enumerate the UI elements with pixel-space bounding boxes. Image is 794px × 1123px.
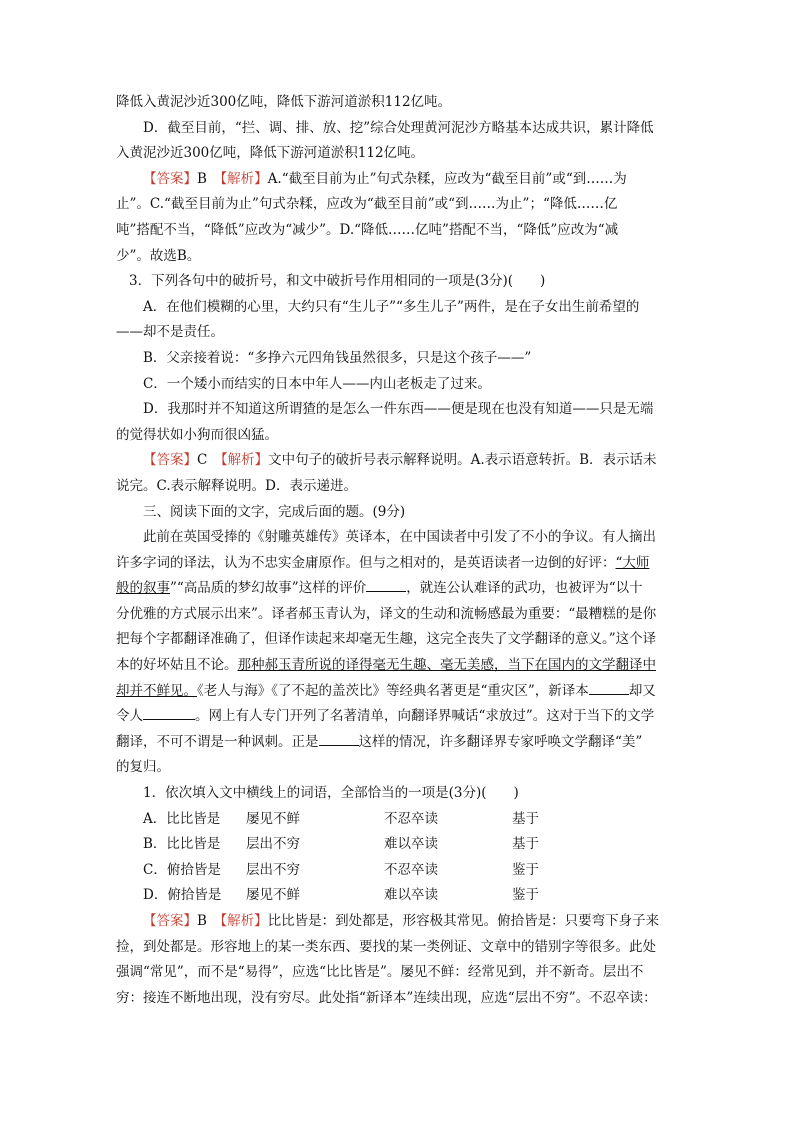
q1-options bbox=[116, 807, 678, 909]
answer-tag: 【答案】 bbox=[143, 452, 197, 469]
passage-line: 分优雅的方式展示出来”。译者郝玉青认为，译文的生动和流畅感最为重要：“最糟糕的是你 bbox=[116, 605, 657, 622]
option-cell: 层出不穷 bbox=[246, 861, 300, 878]
passage-line bbox=[116, 653, 678, 679]
fill-blank-2 bbox=[589, 680, 629, 695]
explanation-line: 强调“常见”，而不是“易得”，应选“比比皆是”。屡见不鲜：经常见到，并不新奇。层出不 bbox=[116, 964, 644, 981]
option-cell: 鉴于 bbox=[512, 887, 539, 904]
answer-tag: 【答案】 bbox=[143, 170, 197, 187]
answer-tag: 【答案】 bbox=[143, 913, 197, 929]
answer-value: B bbox=[197, 170, 207, 187]
explanation-line: 止”。C.“截至目前为止”句式杂糅，应改为“截至目前”或“到……为止”；“降低……亿 bbox=[116, 196, 618, 213]
q3-option-d-line-2: 的觉得状如小狗而很凶猛。 bbox=[116, 426, 278, 443]
explanation-line: 穷：接连不断地出现，没有穷尽。此处指“新译本”连续出现，应选“层出不穷”。不忍卒读： bbox=[116, 989, 657, 1006]
option-cell: 难以卒读 bbox=[384, 887, 438, 904]
option-cell: D．俯拾皆是 bbox=[143, 887, 222, 904]
passage-line: 的复归。 bbox=[116, 759, 170, 776]
explanation-line: 捡，到处都是。形容地上的某一类东西、要找的某一类例证、文章中的错别字等很多。此处 bbox=[116, 938, 656, 955]
explanation-tag: 【解析】 bbox=[220, 913, 268, 929]
option-cell: 不忍卒读 bbox=[384, 810, 438, 827]
passage-line bbox=[116, 576, 678, 602]
passage-text: 《老人与海》《了不起的盖茨比》等经典名著更是“重灾区”，新译本 bbox=[197, 682, 589, 699]
option-cell: 层出不穷 bbox=[246, 836, 300, 853]
passage-line bbox=[116, 704, 678, 730]
document-content bbox=[116, 90, 678, 1011]
option-cell: 基于 bbox=[512, 836, 539, 853]
option-cell: 难以卒读 bbox=[384, 836, 438, 853]
passage-text: 许多字词的译法，认为不忠实金庸原作。但与之相对的，是英语读者一边倒的好评： bbox=[116, 554, 616, 571]
passage-text: 令人 bbox=[116, 708, 143, 725]
explanation-text: 文中句子的破折号表示解释说明。A.表示语意转折。B．表示话未 bbox=[268, 452, 657, 469]
explanation-line: 说完。C.表示解释说明。D．表示递进。 bbox=[116, 477, 357, 494]
underlined-text: “大师 bbox=[615, 554, 650, 571]
passage-text: 。网上有人专门开列了名著清单，向翻译界喊话“求放过”。这对于当下的文学 bbox=[195, 708, 655, 725]
option-cell: 不忍卒读 bbox=[384, 861, 438, 878]
fill-blank-4 bbox=[319, 731, 359, 746]
explanation-tag: 【解析】 bbox=[220, 452, 269, 469]
answer-value: B bbox=[197, 913, 207, 929]
option-cell: 屡见不鲜 bbox=[246, 810, 300, 827]
answer-explanation-q2 bbox=[116, 167, 678, 193]
q1-option-d bbox=[116, 883, 678, 909]
passage-line bbox=[116, 730, 678, 756]
question-3-stem: 3．下列各句中的破折号，和文中破折号作用相同的一项是(3分)( ) bbox=[129, 273, 546, 290]
q1-option-c bbox=[116, 858, 678, 884]
option-cell: 屡见不鲜 bbox=[246, 887, 300, 904]
explanation-tag: 【解析】 bbox=[220, 170, 268, 187]
passage-text: 本的好坏姑且不论。 bbox=[116, 657, 238, 674]
underlined-sentence: 却并不鲜见。 bbox=[116, 682, 197, 699]
passage-text: 这样的情况，许多翻译界专家呼唤文学翻译“美” bbox=[358, 733, 643, 750]
q3-option-b: B．父亲接着说：“多挣六元四角钱虽然很多，只是这个孩子——” bbox=[143, 349, 532, 366]
underlined-sentence: 那种郝玉青所说的译得毫无生趣、毫无美感，当下在国内的文学翻译中 bbox=[237, 657, 656, 674]
section-3-heading: 三、阅读下面的文字，完成后面的题。(9分) bbox=[143, 503, 406, 520]
explanation-text: 比比皆是：到处都是，形容极其常见。俯拾皆是：只要弯下身子来 bbox=[267, 913, 660, 929]
passage-text: 却又 bbox=[628, 682, 656, 699]
answer-explanation-q1 bbox=[116, 909, 678, 935]
passage-line bbox=[116, 679, 678, 705]
option-cell: C．俯拾皆是 bbox=[143, 861, 221, 878]
underlined-text: 般的叙事 bbox=[116, 580, 170, 597]
question-1-stem: 1．依次填入文中横线上的词语，全部恰当的一项是(3分)( ) bbox=[143, 785, 519, 802]
explanation-line: 少”。故选B。 bbox=[116, 247, 201, 264]
option-d-line-2: 入黄泥沙近300亿吨，降低下游河道淤积112亿吨。 bbox=[116, 145, 425, 162]
passage-line bbox=[116, 551, 678, 577]
option-cell: A．比比皆是 bbox=[143, 810, 221, 827]
passage-text: ，就连公认难译的武功，也被评为“以十 bbox=[406, 580, 643, 597]
option-cell: 基于 bbox=[512, 810, 539, 827]
answer-value: C bbox=[197, 452, 208, 469]
fill-blank-3 bbox=[143, 705, 195, 720]
option-d-line-1: D．截至目前，“拦、调、排、放、挖”综合处理黄河泥沙方略基本达成共识，累计降低 bbox=[143, 119, 654, 136]
option-cell: B．比比皆是 bbox=[143, 836, 221, 853]
passage-text: 翻译，不可不谓是一种讽刺。正是 bbox=[116, 733, 319, 750]
passage-line: 此前在英国受捧的《射雕英雄传》英译本，在中国读者中引发了不小的争议。有人摘出 bbox=[143, 529, 656, 546]
passage-text: ”“高品质的梦幻故事”这样的评价 bbox=[170, 580, 367, 597]
q3-option-c: C．一个矮小而结实的日本中年人——内山老板走了过来。 bbox=[143, 375, 491, 392]
q1-option-b bbox=[116, 832, 678, 858]
q1-option-a bbox=[116, 807, 678, 833]
passage-line: 把每个字都翻译准确了，但译作读起来却毫无生趣，这完全丧失了文学翻译的意义。”这个译 bbox=[116, 631, 657, 648]
q3-option-d-line-1: D．我那时并不知道这所谓猹的是怎么一件东西——便是现在也没有知道——只是无端 bbox=[143, 401, 654, 418]
answer-explanation-q3 bbox=[116, 448, 678, 474]
explanation-line: 吨”搭配不当，“降低”应改为“减少”。D.“降低……亿吨”搭配不当，“降低”应改为“减 bbox=[116, 221, 619, 238]
q3-option-a-line-2: ——却不是责任。 bbox=[116, 324, 224, 341]
option-c-continuation: 降低入黄泥沙近300亿吨，降低下游河道淤积112亿吨。 bbox=[116, 94, 452, 110]
fill-blank-1 bbox=[366, 577, 406, 592]
option-cell: 鉴于 bbox=[512, 861, 539, 878]
explanation-text: A.“截至目前为止”句式杂糅，应改为“截至目前”或“到……为 bbox=[267, 170, 627, 187]
q3-option-a-line-1: A．在他们模糊的心里，大约只有“生儿子”“多生儿子”两件，是在子女出生前希望的 bbox=[143, 298, 640, 315]
